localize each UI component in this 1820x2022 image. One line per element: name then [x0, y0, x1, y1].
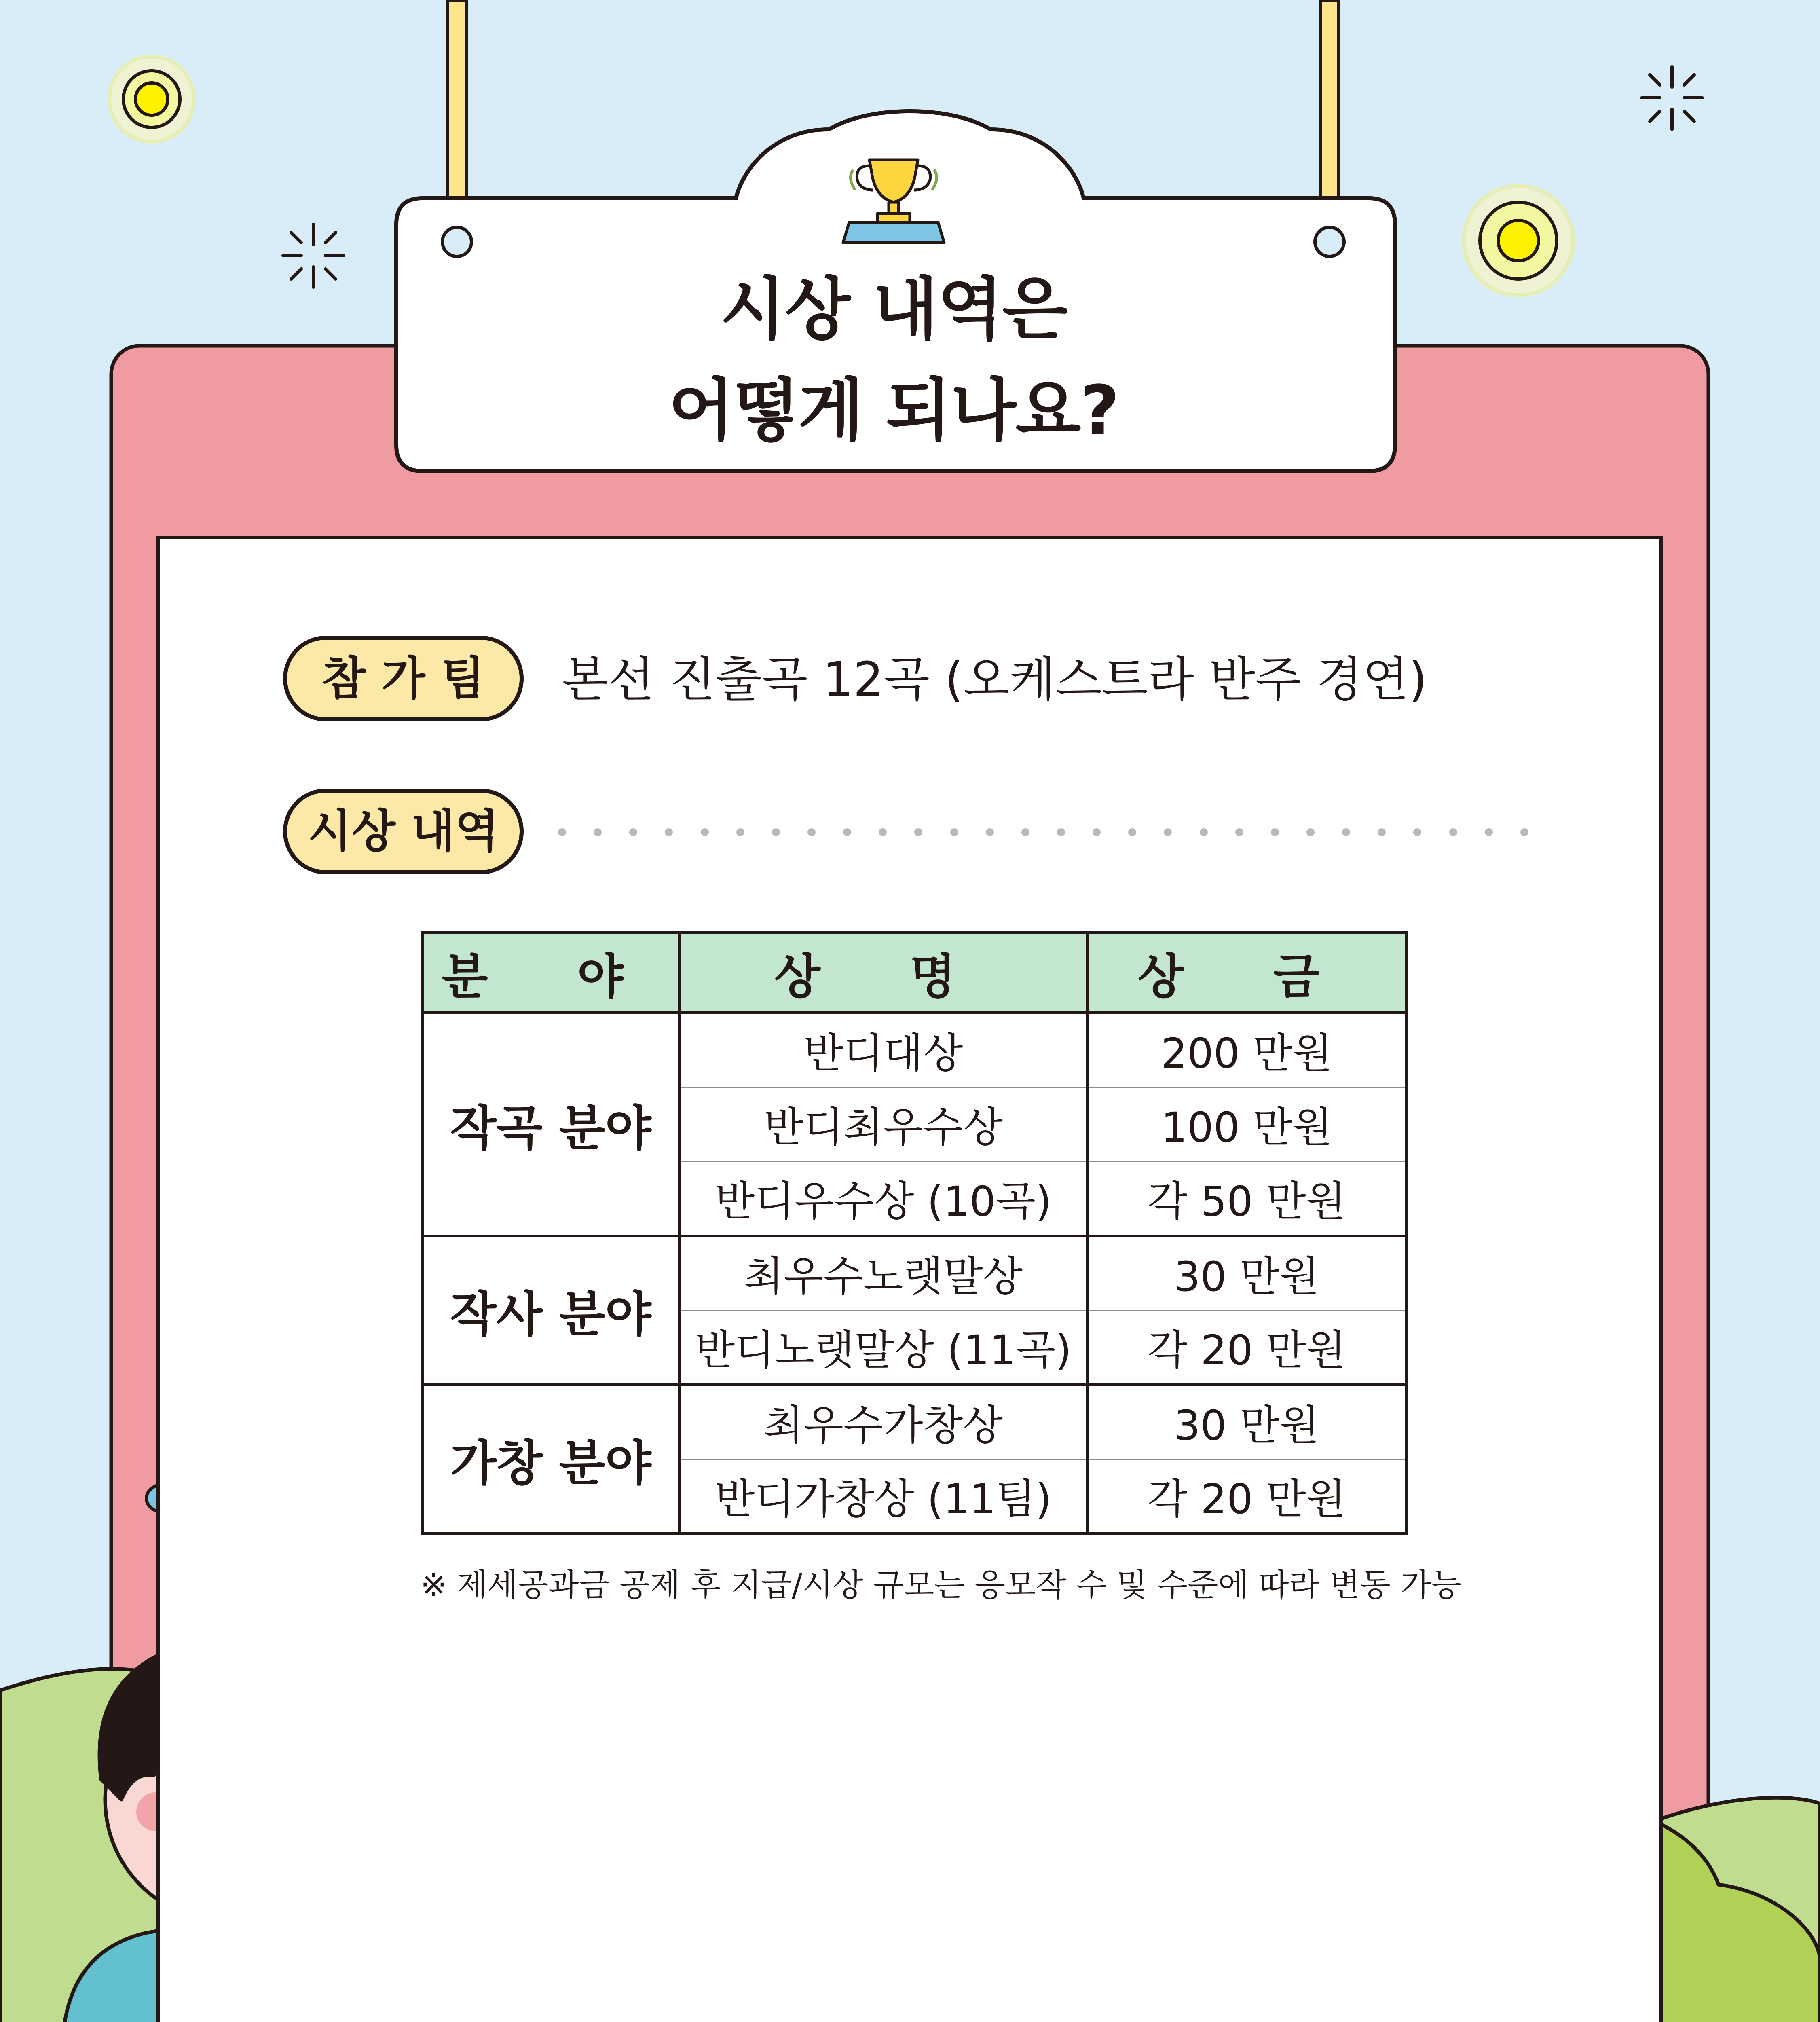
divider-dot: [665, 828, 673, 836]
team-label: 참 가 팀: [283, 636, 524, 721]
divider-dot: [986, 828, 994, 836]
table-row: [422, 1013, 1406, 1087]
header-award-name: 상 명: [679, 933, 1087, 1013]
divider-dot: [701, 828, 709, 836]
divider-dot: [1235, 828, 1243, 836]
divider-dot: [843, 828, 851, 836]
divider-dot: [1021, 828, 1029, 836]
team-description: 본선 진출곡 12곡 (오케스트라 반주 경연): [562, 651, 1427, 707]
table-header-row: [422, 933, 1406, 1013]
header-prize: 상 금: [1087, 933, 1406, 1013]
divider-dot: [807, 828, 816, 836]
sparkle-icon: [283, 224, 344, 287]
divider-dot: [1306, 828, 1315, 836]
category-cell: 가창 분야: [422, 1385, 679, 1533]
sun-icon: [109, 57, 194, 142]
divider-dot: [1520, 828, 1528, 836]
divider-dot: [558, 828, 566, 836]
award-label: 시상 내역: [283, 789, 524, 874]
prize-cell: 30 만원: [1087, 1385, 1406, 1459]
divider-dot: [914, 828, 922, 836]
title-line-1: 시상 내역은: [720, 270, 1067, 349]
divider-dot: [629, 828, 637, 836]
title-line-2: 어떻게 되나요?: [668, 371, 1119, 450]
divider-dot: [1378, 828, 1386, 836]
divider-dot: [1128, 828, 1136, 836]
award-name-cell: 반디대상: [679, 1013, 1087, 1087]
page-title: [396, 259, 1391, 461]
header-category: 분 야: [422, 933, 679, 1013]
footnote: ※ 제세공과금 공제 후 지급/시상 규모는 응모작 수 및 수준에 따라 변동 가능: [421, 1567, 1462, 1603]
divider-dot: [879, 828, 887, 836]
sparkle-icon: [1642, 67, 1702, 129]
divider-dot: [1200, 828, 1208, 836]
prize-cell: 각 20 만원: [1087, 1310, 1406, 1385]
prize-cell: 각 20 만원: [1087, 1459, 1406, 1533]
dotted-divider: [558, 828, 1528, 836]
divider-dot: [1057, 828, 1065, 836]
divider-dot: [950, 828, 958, 836]
divider-dot: [1449, 828, 1457, 836]
prize-cell: 30 만원: [1087, 1236, 1406, 1310]
award-name-cell: 반디우수상 (10곡): [679, 1161, 1087, 1236]
category-cell: 작사 분야: [422, 1236, 679, 1385]
award-name-cell: 반디최우수상: [679, 1087, 1087, 1161]
prize-cell: 200 만원: [1087, 1013, 1406, 1087]
divider-dot: [1342, 828, 1350, 836]
prize-cell: 각 50 만원: [1087, 1161, 1406, 1236]
divider-dot: [594, 828, 602, 836]
award-name-cell: 반디가창상 (11팀): [679, 1459, 1087, 1533]
divider-dot: [1164, 828, 1172, 836]
category-cell: 작곡 분야: [422, 1013, 679, 1236]
divider-dot: [772, 828, 780, 836]
prize-cell: 100 만원: [1087, 1087, 1406, 1161]
divider-dot: [1271, 828, 1279, 836]
divider-dot: [1093, 828, 1101, 836]
prize-table: [421, 931, 1408, 1535]
award-name-cell: 최우수노랫말상: [679, 1236, 1087, 1310]
divider-dot: [1485, 828, 1493, 836]
table-row: [422, 1385, 1406, 1459]
divider-dot: [736, 828, 744, 836]
divider-dot: [1413, 828, 1421, 836]
award-name-cell: 반디노랫말상 (11곡): [679, 1310, 1087, 1385]
award-name-cell: 최우수가창상: [679, 1385, 1087, 1459]
table-row: [422, 1236, 1406, 1310]
sun-icon: [1464, 186, 1573, 295]
